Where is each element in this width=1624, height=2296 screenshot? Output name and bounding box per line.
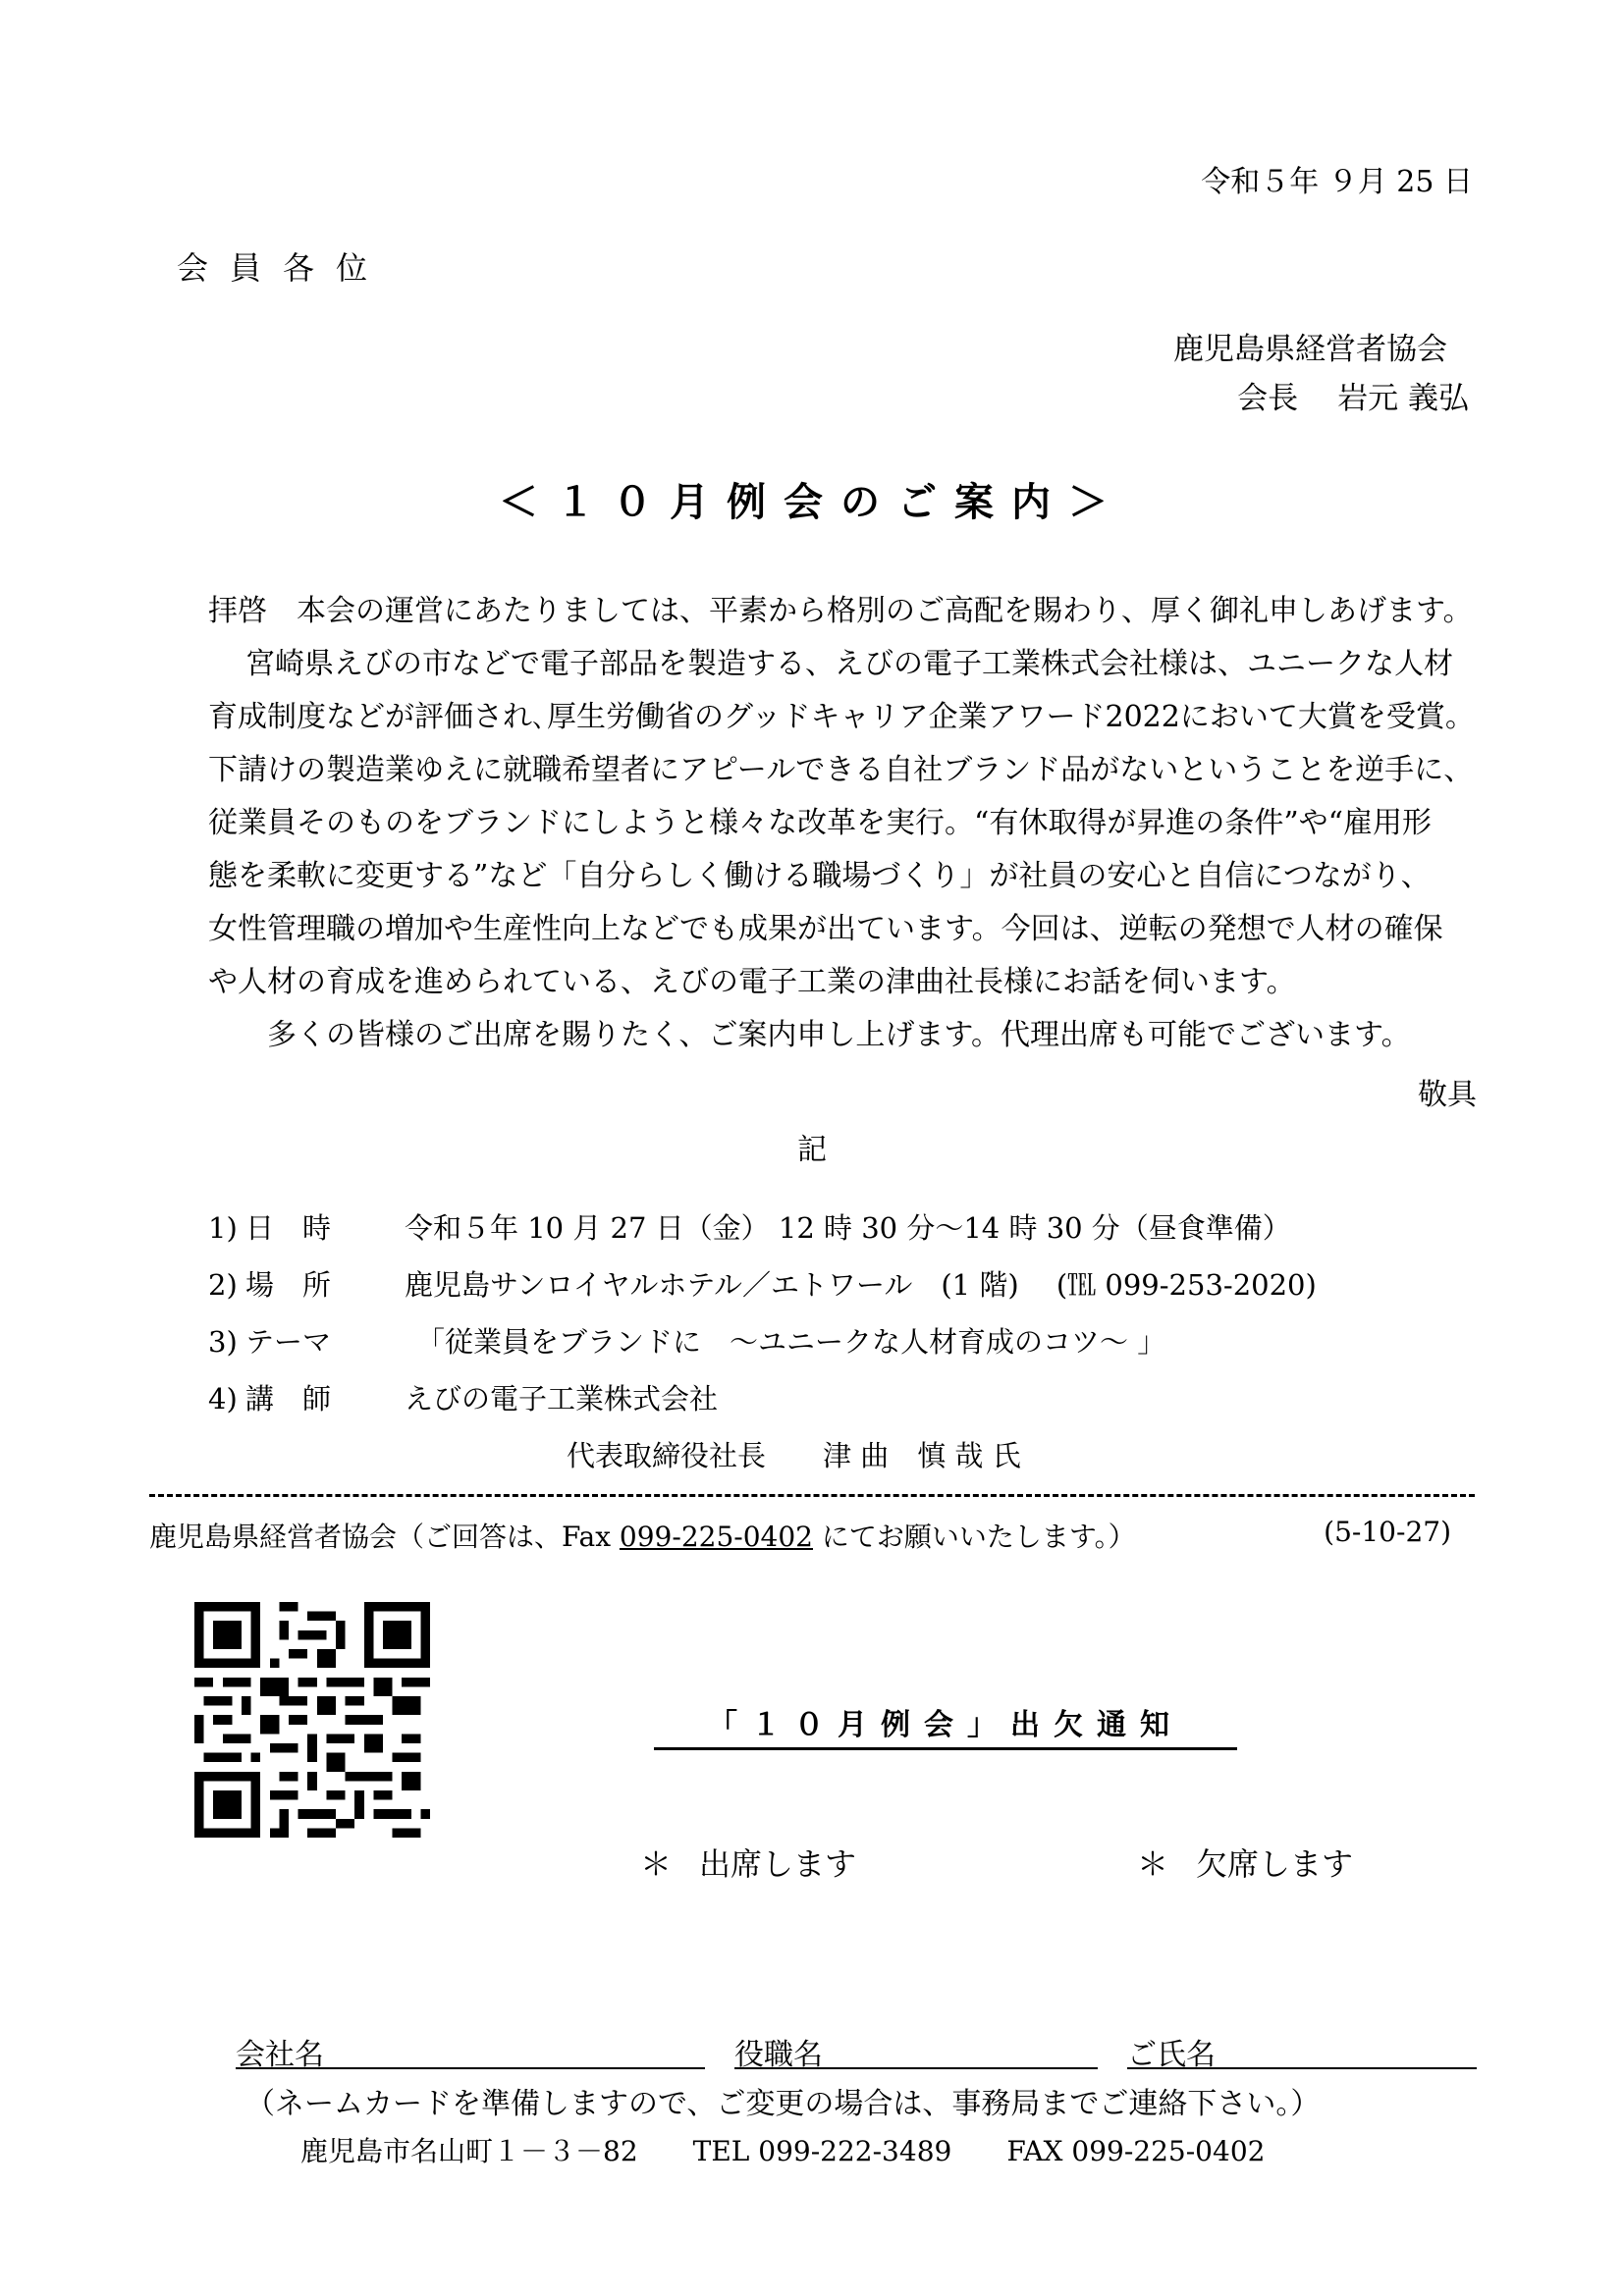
- body-text: [208, 585, 1485, 1062]
- attendance-form-title: 「１０月例会」出欠通知: [654, 1700, 1237, 1750]
- detail-number: 2): [208, 1268, 238, 1302]
- detail-label: テーマ: [245, 1325, 332, 1359]
- body-line: 宮崎県えびの市などで電子部品を製造する、えびの電子工業株式会社様は、ユニークな人材: [245, 647, 1453, 681]
- body-line: 多くの皆様のご出席を賜りたく、ご案内申し上げます。代理出席も可能でございます。: [267, 1018, 1411, 1052]
- closing: 敬具: [1418, 1078, 1477, 1112]
- addressee: 会員各位: [177, 249, 390, 287]
- full-name-label: ご氏名: [1127, 2038, 1216, 2072]
- star-icon: ＊: [1137, 1845, 1169, 1883]
- sender-name: 岩元 義弘: [1337, 381, 1469, 416]
- cut-line-divider: [149, 1494, 1475, 1497]
- office-tel: TEL 099-222-3489: [692, 2135, 952, 2167]
- attend-label: 出席します: [699, 1845, 857, 1883]
- detail-number: 1): [208, 1211, 238, 1245]
- detail-label: 講 師: [245, 1382, 332, 1415]
- letter-date: 令和５年 ９月 25 日: [1201, 165, 1473, 199]
- detail-label: 日 時: [245, 1211, 332, 1245]
- page-title: ＜１０月例会のご案内＞: [499, 480, 1125, 525]
- reply-suffix: にてお願いいたします。）: [813, 1521, 1136, 1553]
- reply-code: (5-10-27): [1324, 1516, 1451, 1548]
- absent-option[interactable]: [1137, 1840, 1353, 1885]
- body-line: や人材の育成を進められている、えびの電子工業の津曲社長様にお話を伺います。: [208, 965, 1296, 999]
- full-name-field[interactable]: [1127, 2030, 1477, 2072]
- detail-value: 「従業員をブランドに ～ユニークな人材育成のコツ～ 」: [416, 1325, 1166, 1359]
- body-line: 育成制度などが評価され､厚生労働省のグッドキャリア企業アワード2022において大賞を受賞。: [208, 700, 1475, 734]
- company-name-label: 会社名: [236, 2038, 324, 2072]
- body-line: 従業員そのものをブランドにしようと様々な改革を実行。“有休取得が昇進の条件”や“雇用形: [208, 806, 1433, 840]
- qr-code-icon[interactable]: [194, 1602, 430, 1838]
- name-card-note: （ネームカードを準備しますので、ご変更の場合は、事務局までご連絡下さい。）: [245, 2087, 1321, 2121]
- detail-label: 場 所: [245, 1268, 332, 1302]
- speaker-name: 代表取締役社長 津 曲 慎 哉 氏: [567, 1439, 1021, 1472]
- sender-title: 会長: [1237, 381, 1299, 416]
- position-field[interactable]: [734, 2030, 1098, 2072]
- office-fax: FAX 099-225-0402: [1006, 2135, 1266, 2167]
- office-address: 鹿児島市名山町１－３－82: [300, 2135, 638, 2167]
- attend-option[interactable]: [640, 1840, 856, 1885]
- detail-value: えびの電子工業株式会社: [405, 1382, 719, 1415]
- body-line: 態を柔軟に変更する”など「自分らしく働ける職場づくり」が社員の安心と自信につながり、: [208, 859, 1431, 893]
- ki-heading: 記: [797, 1133, 827, 1167]
- detail-number: 4): [208, 1382, 238, 1415]
- detail-number: 3): [208, 1325, 238, 1359]
- reply-org: 鹿児島県経営者協会（ご回答は、Fax: [149, 1521, 620, 1553]
- reply-fax-number: 099-225-0402: [619, 1521, 813, 1553]
- company-name-field[interactable]: [236, 2030, 705, 2072]
- body-line: 拝啓 本会の運営にあたりましては、平素から格別のご高配を賜わり、厚く御礼申しあげます。: [208, 594, 1473, 628]
- body-line: 下請けの製造業ゆえに就職希望者にアピールできる自社ブランド品がないということを逆手に、: [208, 753, 1474, 787]
- detail-value: 令和５年 10 月 27 日（金） 12 時 30 分～14 時 30 分（昼食準備）: [405, 1211, 1291, 1245]
- position-label: 役職名: [734, 2038, 823, 2072]
- body-line: 女性管理職の増加や生産性向上などでも成果が出ています。今回は、逆転の発想で人材の確保: [208, 912, 1443, 946]
- star-icon: ＊: [640, 1845, 673, 1883]
- reply-instructions: [149, 1516, 1136, 1555]
- contact-address: [300, 2130, 1265, 2169]
- sender-representative: [1237, 373, 1469, 417]
- detail-value: 鹿児島サンロイヤルホテル／エトワール (1 階) (℡ 099-253-2020): [405, 1268, 1317, 1302]
- absent-label: 欠席します: [1196, 1845, 1354, 1883]
- sender-organization: 鹿児島県経営者協会: [1173, 332, 1447, 367]
